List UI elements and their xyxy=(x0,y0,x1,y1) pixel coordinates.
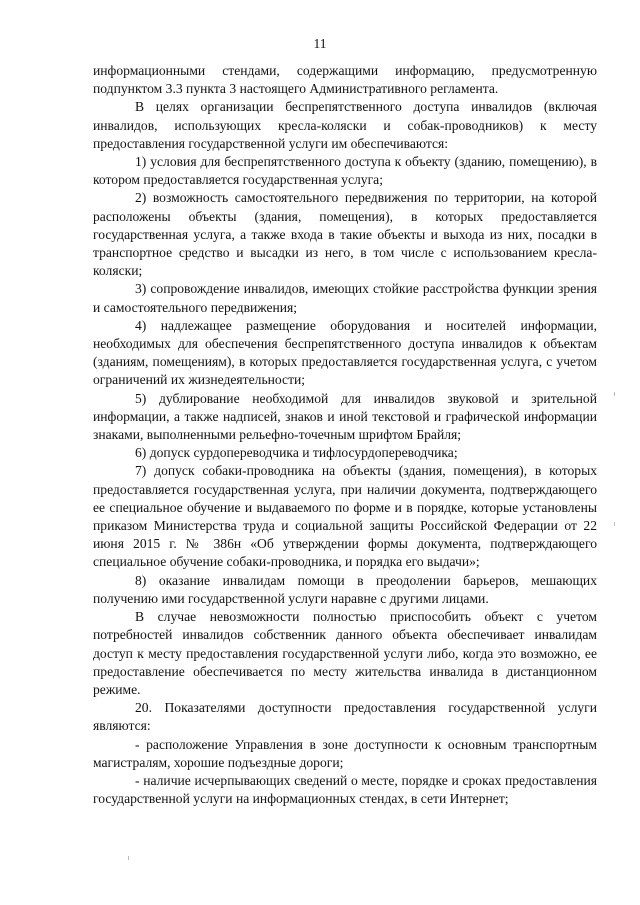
list-item-8: 8) оказание инвалидам помощи в преодолении барьеров, мешающих получению ими государственной услуги наравне с другими лицами. xyxy=(93,572,597,606)
list-item-6: 6) допуск сурдопереводчика и тифлосурдопереводчика; xyxy=(135,445,458,461)
list-item-1: 1) условия для беспрепятственного доступа к объекту (зданию, помещению), в котором предоставляется государственная услуга; xyxy=(93,154,597,188)
list-item-7: 7) допуск собаки-проводника на объекты (здания, помещения), в которых предоставляется государственная услуга, при наличии документа, подтверждающего ее специальное обучение и выдаваемого по форме и в порядке, которые установлены приказом Министерства труда и социальной защиты Российской Федерации от 22 июня 2015 г. № 386н «Об утверждении формы документа, подтверждающего специальное обучение собаки-проводника, и порядка его выдачи»; xyxy=(93,463,597,570)
scan-artifact xyxy=(128,856,129,860)
paragraph-section-20: 20. Показателями доступности предоставления государственной услуги являются: xyxy=(93,700,597,734)
list-item-3: 3) сопровождение инвалидов, имеющих стойкие расстройства функции зрения и самостоятельного передвижения; xyxy=(93,281,597,315)
list-item-2: 2) возможность самостоятельного передвижения по территории, на которой расположены объекты (здания, помещения), в которых предоставляется государственная услуга, а также входа в такие объекты и выхода из них, посадки в транспортное средство и высадки из него, в том числе с использованием кресла-коляски; xyxy=(93,190,597,279)
paragraph-access-intro: В целях организации беспрепятственного доступа инвалидов (включая инвалидов, использующих кресла-коляски и собак-проводников) к месту предоставления государственной услуги им обеспечиваются: xyxy=(93,99,597,151)
list-item-5: 5) дублирование необходимой для инвалидов звуковой и зрительной информации, а также надписей, знаков и иной текстовой и графической информации знаками, выполненными рельефно-точечным шрифтом Брайля; xyxy=(93,390,597,443)
scan-artifact xyxy=(614,522,615,526)
paragraph-intro-continuation: информационными стендами, содержащими информацию, предусмотренную подпунктом 3.3 пункта 3 настоящего Административного регламента. xyxy=(93,63,597,97)
paragraph-impossibility: В случае невозможности полностью приспособить объект с учетом потребностей инвалидов собственник данного объекта обеспечивает инвалидам доступ к месту предоставления государственной услуги либо, когда это возможно, ее предоставление обеспечивается по месту жительства инвалида в дистанционном режиме. xyxy=(93,609,597,697)
list-item-information: - наличие исчерпывающих сведений о месте, порядке и сроках предоставления государственной услуги на информационных стендах, в сети Интернет; xyxy=(93,772,597,807)
list-item-4: 4) надлежащее размещение оборудования и носителей информации, необходимых для обеспечения беспрепятственного доступа инвалидов к объектам (зданиям, помещениям), в которых предоставляется государственная услуга, с учетом ограничений их жизнедеятельности; xyxy=(93,317,597,388)
page-number: 11 xyxy=(313,36,327,51)
list-item-location: - расположение Управления в зоне доступности к основным транспортным магистралям, хорошие подъездные дороги; xyxy=(93,736,597,770)
scan-artifact xyxy=(614,392,615,396)
document-body xyxy=(93,62,597,808)
